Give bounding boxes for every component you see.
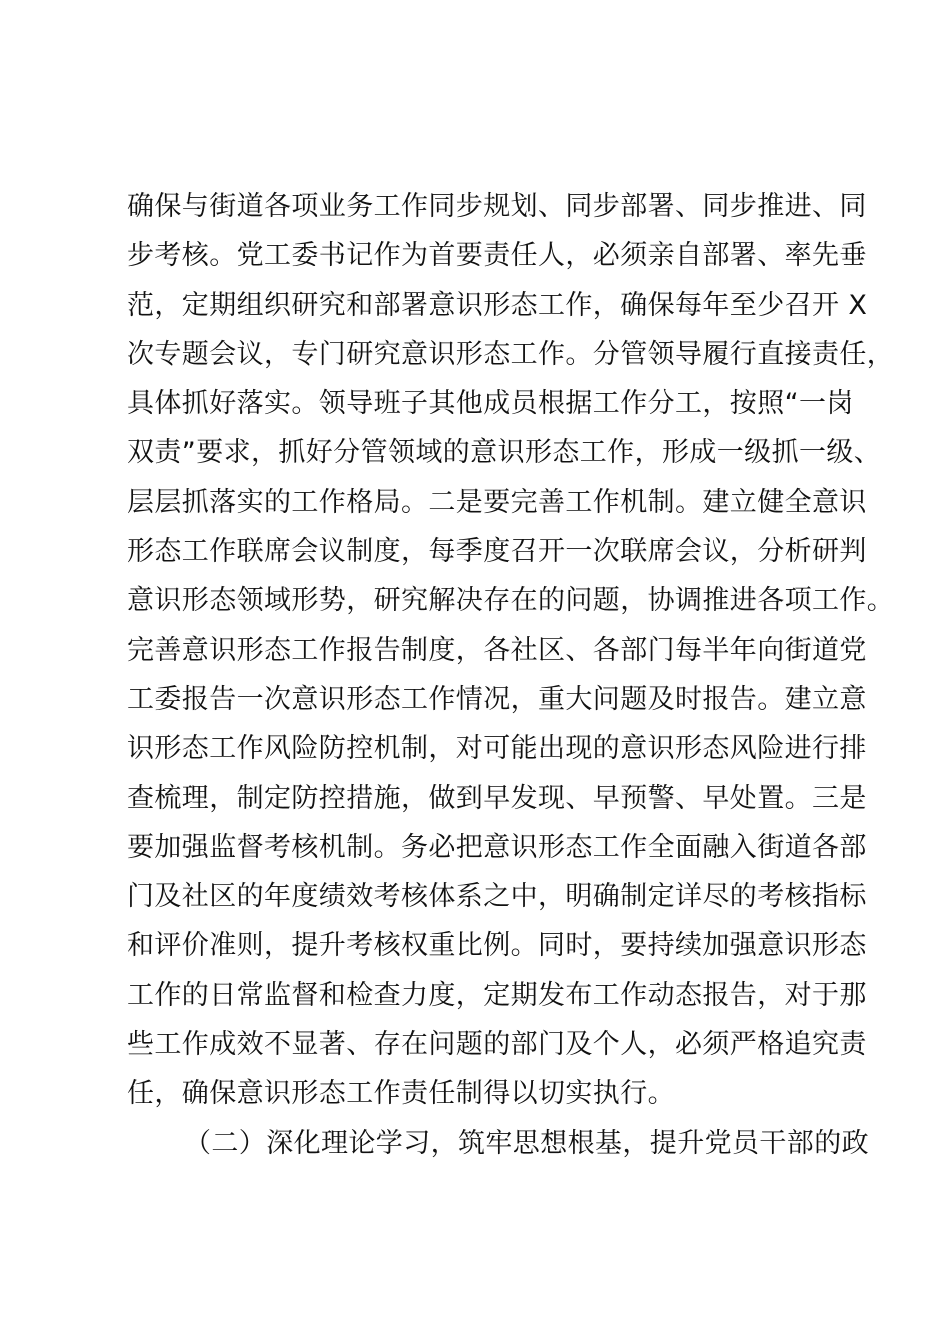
text-line: 工作的日常监督和检查力度，定期发布工作动态报告，对于那 bbox=[127, 979, 867, 1011]
text-line: 意识形态领域形势，研究解决存在的问题，协调推进各项工作。 bbox=[127, 585, 895, 617]
section-heading-line: （二）深化理论学习，筑牢思想根基，提升党员干部的政 bbox=[184, 1127, 869, 1159]
text-line: 层层抓落实的工作格局。二是要完善工作机制。建立健全意识 bbox=[127, 486, 867, 518]
text-line: 范，定期组织研究和部署意识形态工作，确保每年至少召开 X bbox=[127, 289, 868, 321]
text-line: 步考核。党工委书记作为首要责任人，必须亲自部署、率先垂 bbox=[127, 240, 867, 272]
text-line: 具体抓好落实。领导班子其他成员根据工作分工，按照“一岗 bbox=[127, 388, 854, 420]
paragraph-last-line: 任，确保意识形态工作责任制得以切实执行。 bbox=[127, 1078, 675, 1110]
text-line: 完善意识形态工作报告制度，各社区、各部门每半年向街道党 bbox=[127, 634, 867, 666]
document-body bbox=[127, 182, 895, 1168]
text-line: 工委报告一次意识形态工作情况，重大问题及时报告。建立意 bbox=[127, 683, 867, 715]
text-line: 识形态工作风险防控机制，对可能出现的意识形态风险进行排 bbox=[127, 733, 867, 765]
text-line: 次专题会议，专门研究意识形态工作。分管领导履行直接责任， bbox=[127, 338, 895, 370]
text-line: 和评价准则，提升考核权重比例。同时，要持续加强意识形态 bbox=[127, 930, 867, 962]
text-line: 查梳理，制定防控措施，做到早发现、早预警、早处置。三是 bbox=[127, 782, 867, 814]
text-line: 要加强监督考核机制。务必把意识形态工作全面融入街道各部 bbox=[127, 831, 867, 863]
text-line: 些工作成效不显著、存在问题的部门及个人，必须严格追究责 bbox=[127, 1029, 867, 1061]
text-line: 双责”要求，抓好分管领域的意识形态工作，形成一级抓一级、 bbox=[127, 437, 882, 469]
text-line: 确保与街道各项业务工作同步规划、同步部署、同步推进、同 bbox=[127, 191, 867, 222]
text-line: 形态工作联席会议制度，每季度召开一次联席会议，分析研判 bbox=[127, 536, 867, 568]
text-line: 门及社区的年度绩效考核体系之中，明确制定详尽的考核指标 bbox=[127, 881, 867, 913]
